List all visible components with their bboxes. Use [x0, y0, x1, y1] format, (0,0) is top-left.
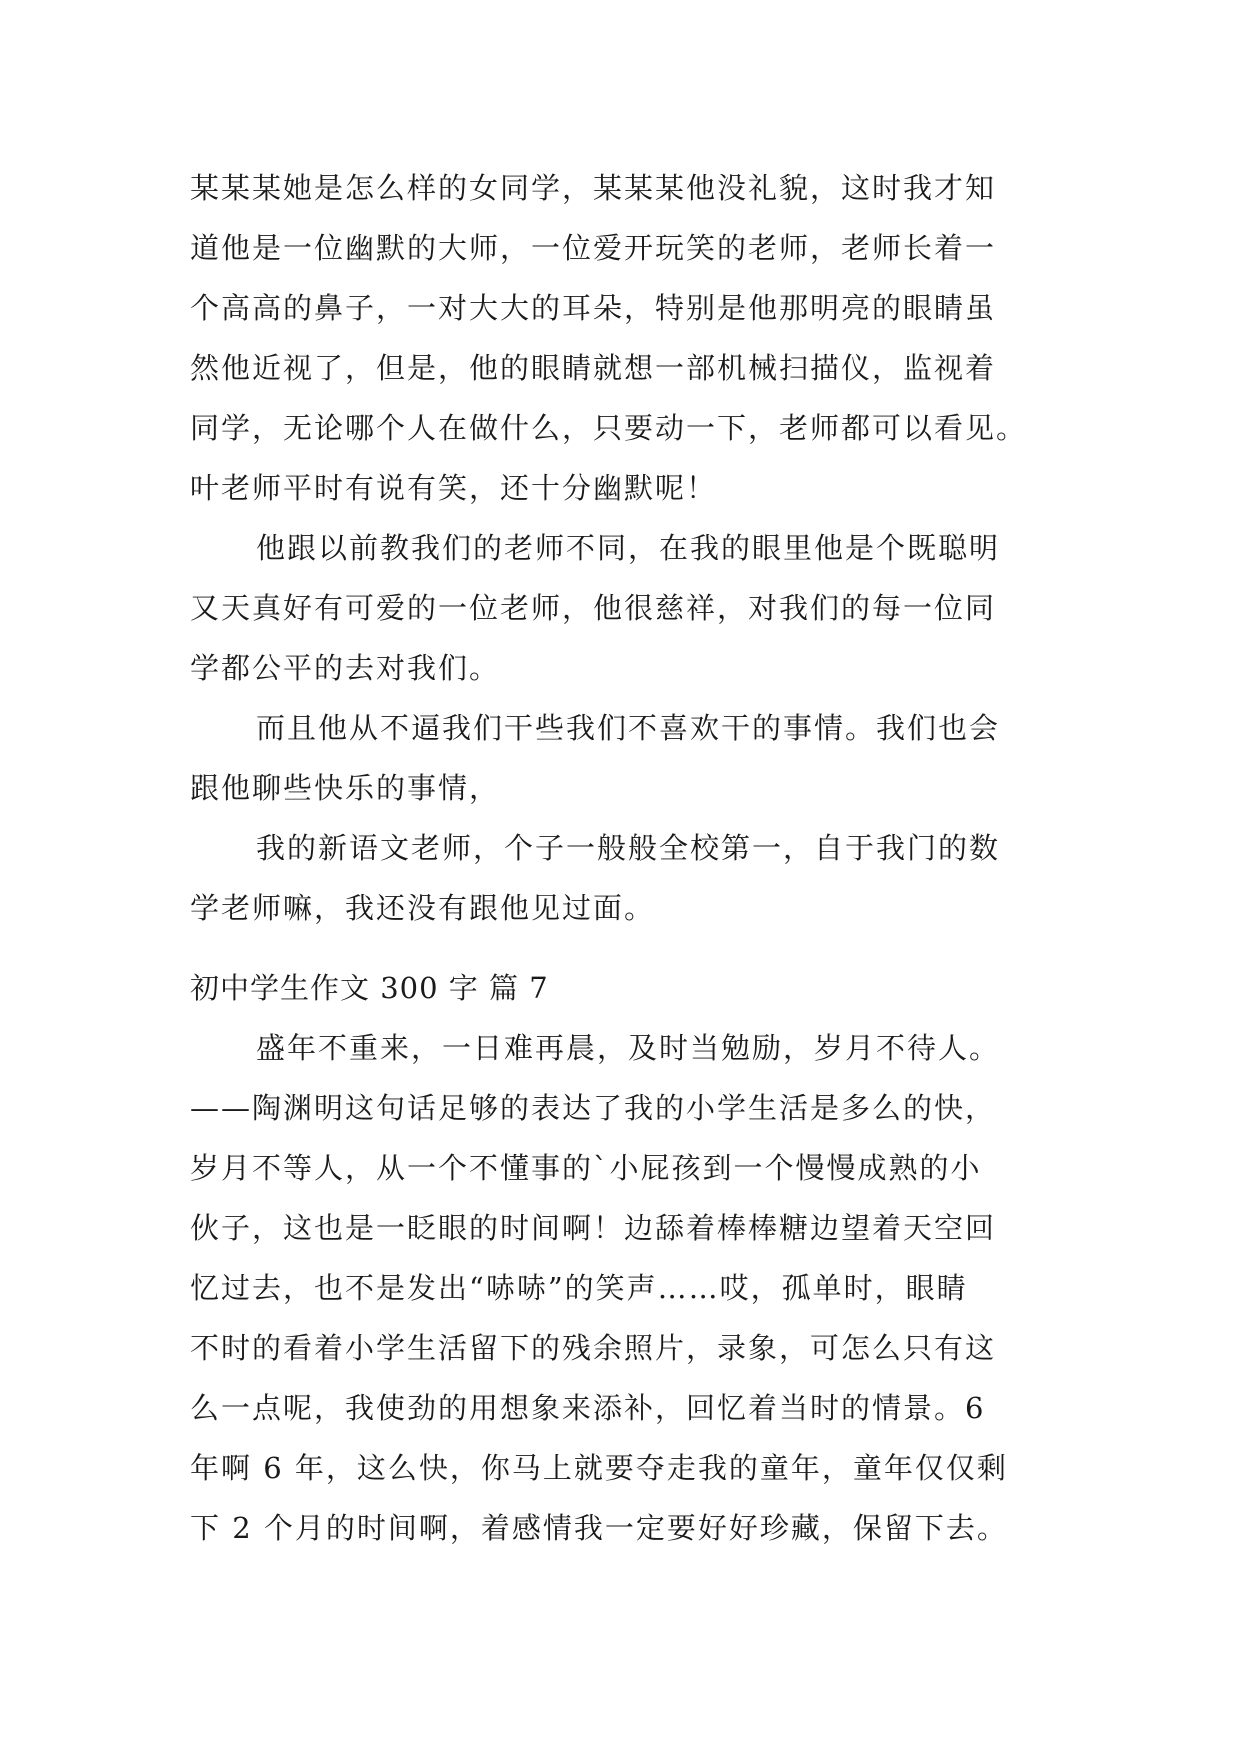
text-line: 然他近视了，但是，他的眼睛就想一部机械扫描仪，监视着: [190, 351, 997, 385]
text-line: 不时的看着小学生活留下的残余照片，录象，可怎么只有这: [190, 1331, 997, 1365]
essay-continuation: [190, 158, 1080, 938]
paragraph-3: [190, 698, 1080, 818]
text-line: 而且他从不逼我们干些我们不喜欢干的事情。我们也会: [256, 711, 1001, 745]
text-line: ——陶渊明这句话足够的表达了我的小学生活是多么的快，: [190, 1091, 997, 1125]
section-heading: 初中学生作文 300 字 篇 7: [190, 971, 549, 1005]
paragraph-1: [190, 158, 1080, 518]
text-line: 他跟以前教我们的老师不同，在我的眼里他是个既聪明: [256, 531, 1001, 565]
paragraph-2: [190, 518, 1080, 698]
text-line: 学老师嘛，我还没有跟他见过面。: [190, 891, 656, 925]
text-line: 跟他聊些快乐的事情，: [190, 771, 501, 805]
text-line: 么一点呢，我使劲的用想象来添补，回忆着当时的情景。6: [190, 1391, 986, 1425]
text-line: 个高高的鼻子，一对大大的耳朵，特别是他那明亮的眼睛虽: [190, 291, 997, 325]
text-line: 盛年不重来，一日难再晨，及时当勉励，岁月不待人。: [256, 1031, 1001, 1065]
text-line: 年啊 6 年，这么快，你马上就要夺走我的童年，童年仅仅剩: [190, 1451, 1008, 1485]
text-line: 又天真好有可爱的一位老师，他很慈祥，对我们的每一位同: [190, 591, 997, 625]
text-line: 同学，无论哪个人在做什么，只要动一下，老师都可以看见。: [190, 411, 1028, 445]
text-line: 伙子，这也是一眨眼的时间啊！边舔着棒棒糖边望着天空回: [190, 1211, 997, 1245]
paragraph-4: [190, 818, 1080, 938]
text-line: 学都公平的去对我们。: [190, 651, 501, 685]
text-line: 叶老师平时有说有笑，还十分幽默呢！: [190, 471, 718, 505]
text-line: 忆过去，也不是发出“哧哧”的笑声……哎，孤单时，眼睛: [190, 1271, 968, 1305]
text-line: 我的新语文老师，个子一般般全校第一，自于我门的数: [256, 831, 1001, 865]
text-line: 下 2 个月的时间啊，着感情我一定要好好珍藏，保留下去。: [190, 1511, 1008, 1545]
paragraph-1: [190, 1018, 1080, 1558]
essay-section-7: [190, 958, 1080, 1558]
text-line: 某某某她是怎么样的女同学，某某某他没礼貌，这时我才知: [190, 171, 997, 205]
text-line: 道他是一位幽默的大师，一位爱开玩笑的老师，老师长着一: [190, 231, 997, 265]
text-line: 岁月不等人，从一个不懂事的`小屁孩到一个慢慢成熟的小: [190, 1151, 982, 1185]
